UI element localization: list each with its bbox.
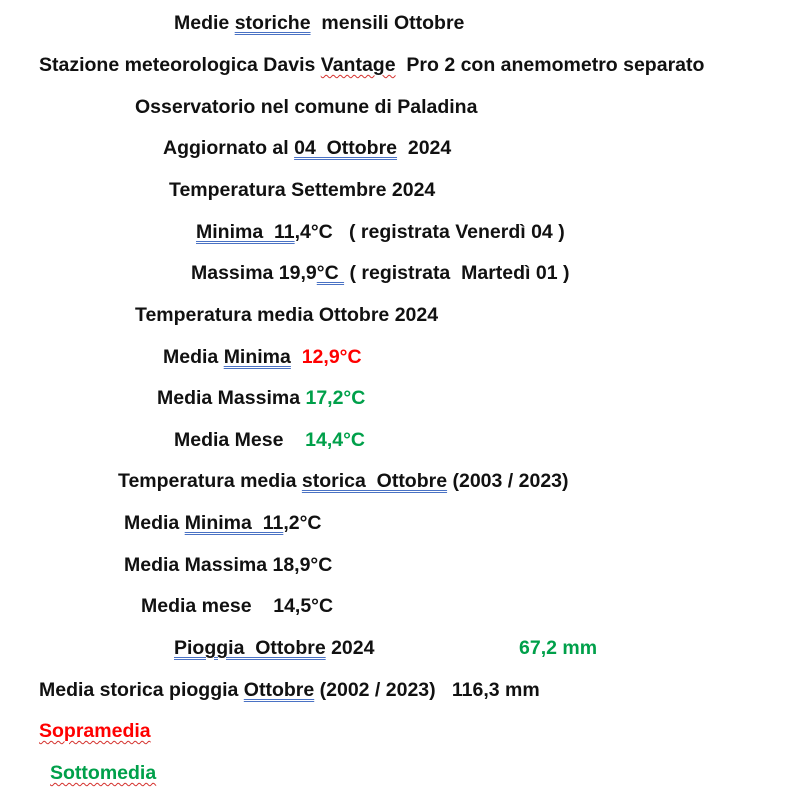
page-title: Medie storiche mensili Ottobre <box>174 12 465 34</box>
updated-line: Aggiornato al 04 Ottobre 2024 <box>163 137 452 159</box>
mean-min-line: Media Minima 12,9°C <box>163 346 362 368</box>
hist-month-line: Media mese 14,5°C <box>141 595 334 617</box>
mean-heading: Temperatura media Ottobre 2024 <box>135 304 439 326</box>
legend-below-average: Sottomedia <box>50 762 157 784</box>
temp-month-heading: Temperatura Settembre 2024 <box>169 179 436 201</box>
rain-value: 67,2 mm <box>519 637 598 659</box>
mean-month-line: Media Mese 14,4°C <box>174 429 365 451</box>
minimum-line: Minima 11,4°C ( registrata Venerdì 04 ) <box>196 221 565 243</box>
mean-max-line: Media Massima 17,2°C <box>157 387 366 409</box>
rain-historic-line: Media storica pioggia Ottobre (2002 / 2023) 116,3 mm <box>39 679 540 701</box>
maximum-line: Massima 19,9°C ( registrata Martedì 01 ) <box>191 262 570 284</box>
hist-max-line: Media Massima 18,9°C <box>124 554 333 576</box>
station-line: Stazione meteorologica Davis Vantage Pro 2 con anemometro separato <box>39 54 705 76</box>
legend-above-average: Sopramedia <box>39 720 151 742</box>
historic-heading: Temperatura media storica Ottobre (2003 / 2023) <box>118 470 569 492</box>
rain-line: Pioggia Ottobre 2024 <box>174 637 375 659</box>
observatory-line: Osservatorio nel comune di Paladina <box>135 96 478 118</box>
hist-min-line: Media Minima 11,2°C <box>124 512 322 534</box>
